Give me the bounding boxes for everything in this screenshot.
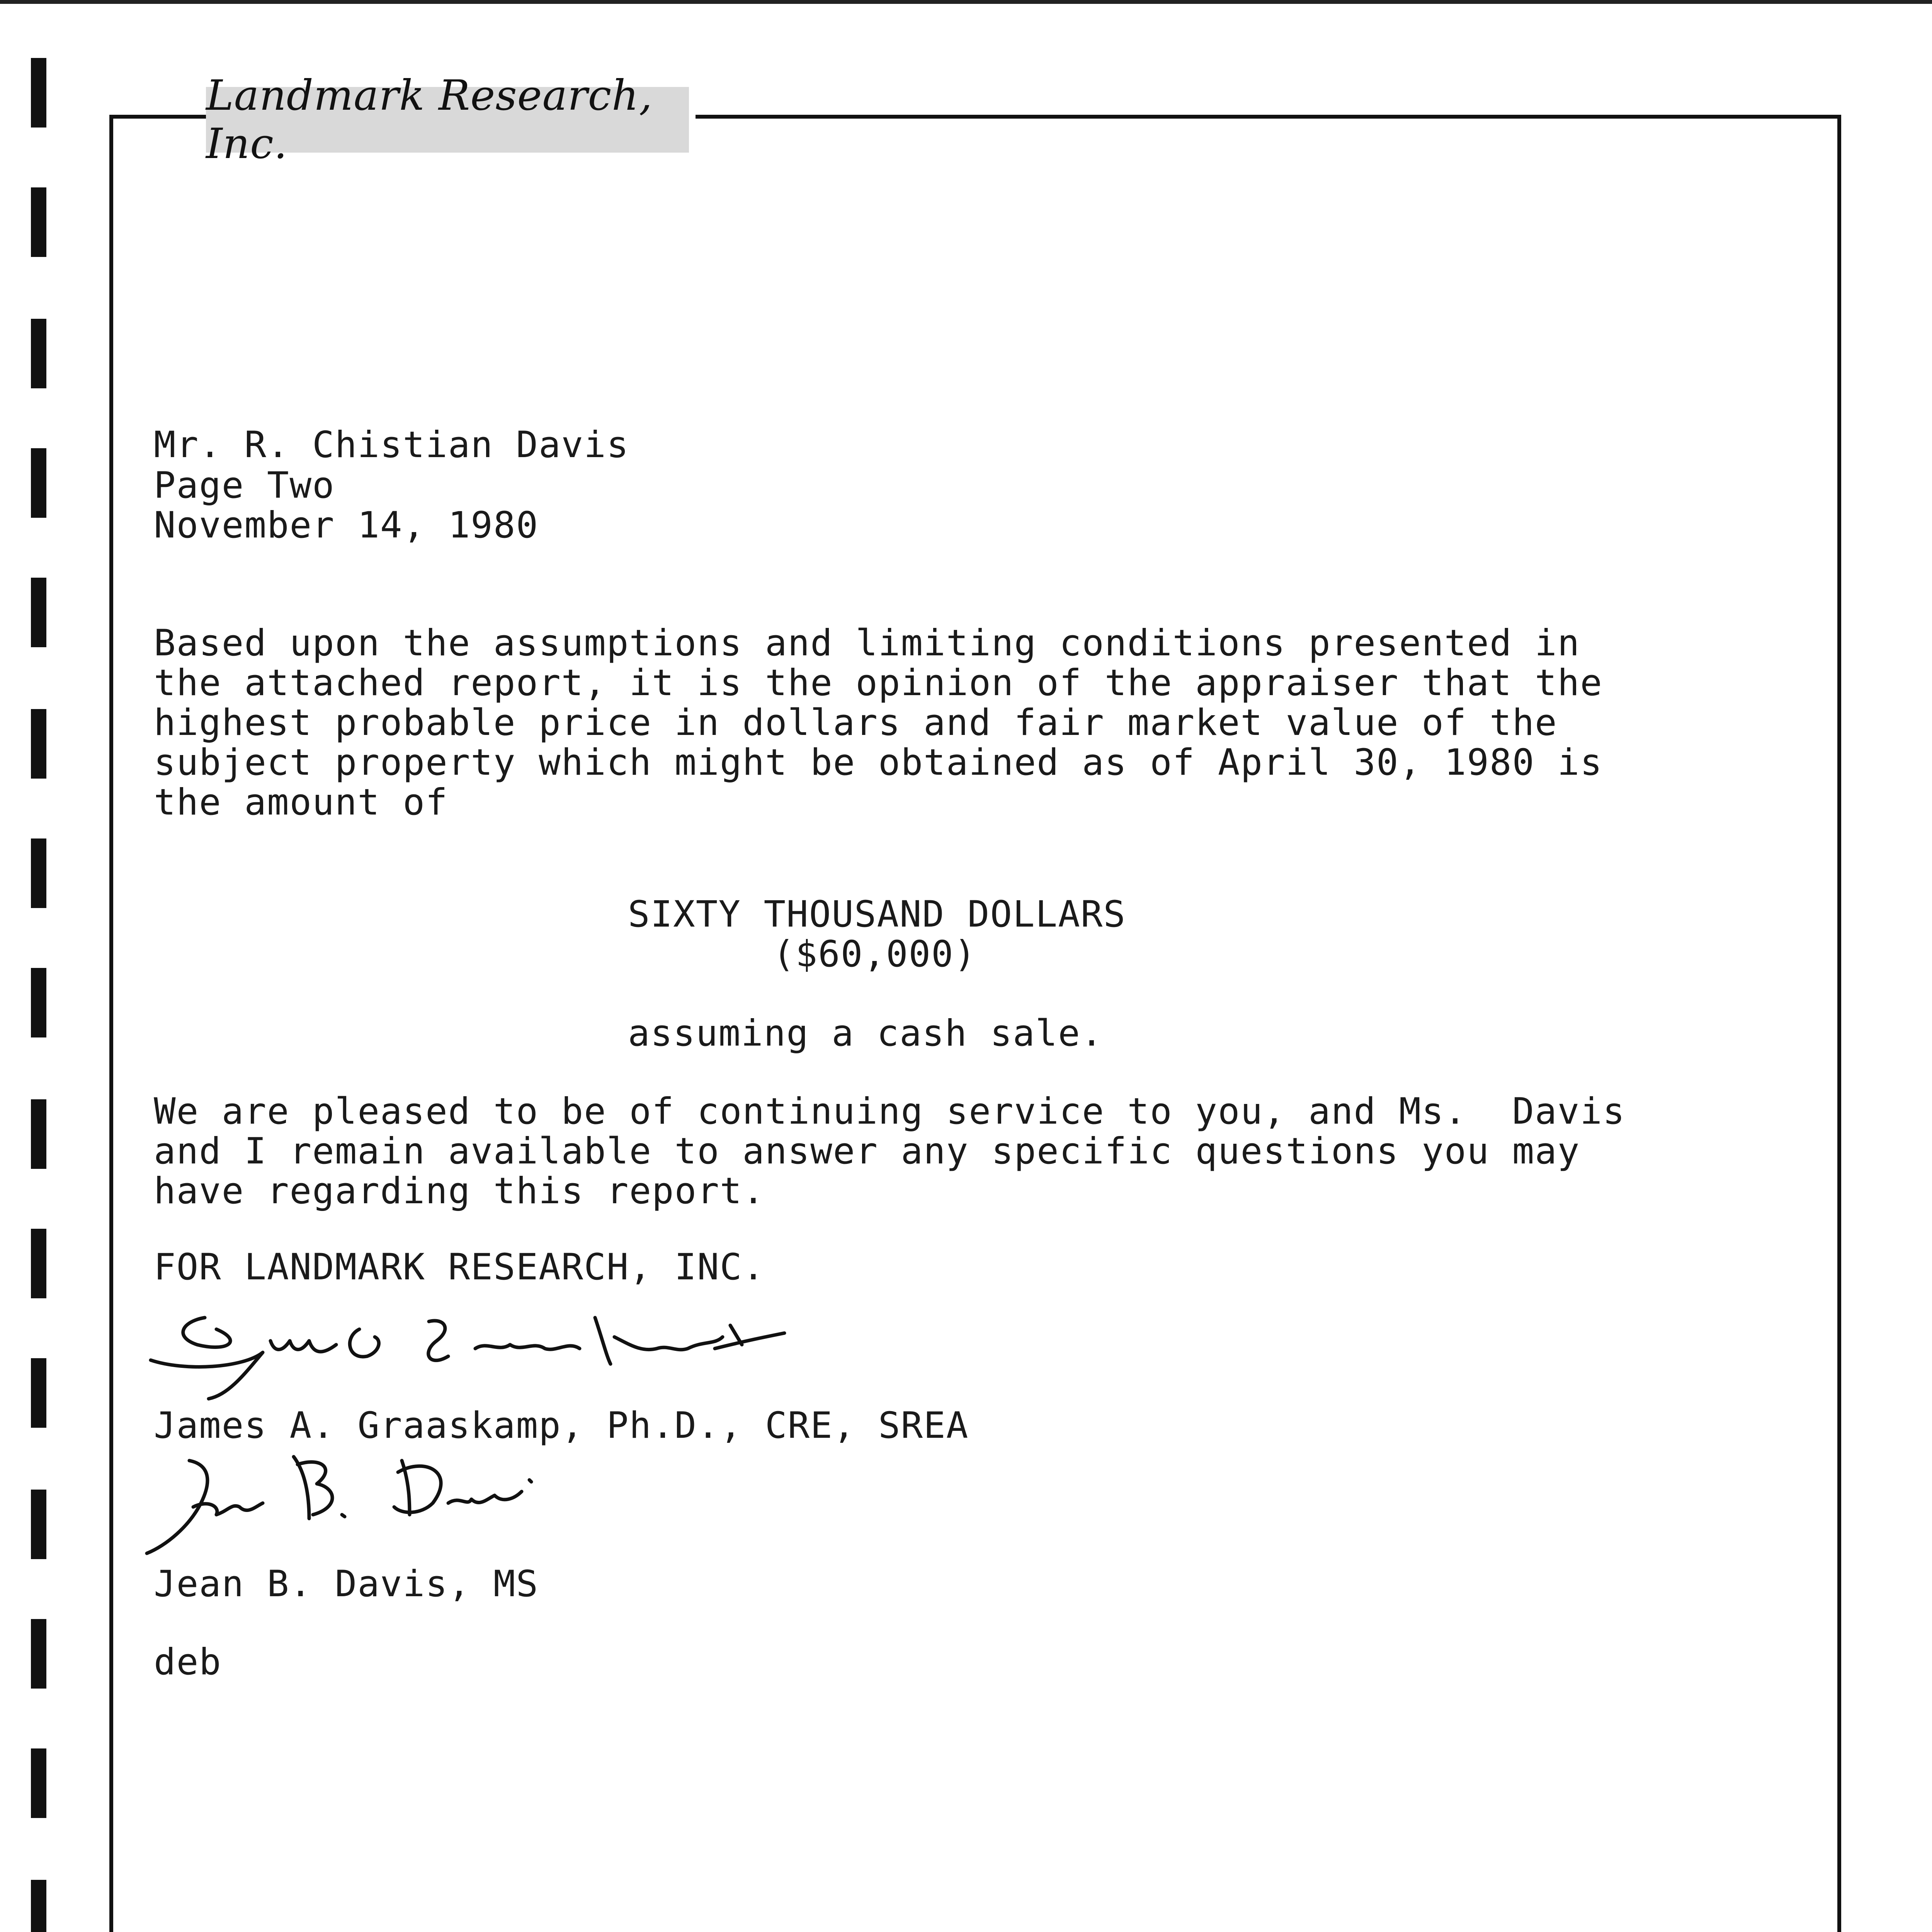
signature-graaskamp	[128, 1294, 920, 1410]
typist-initials: deb	[154, 1641, 222, 1683]
paragraph-line: have regarding this report.	[154, 1170, 765, 1212]
binding-mark	[31, 1099, 46, 1169]
paragraph-line: We are pleased to be of continuing service to you, and Ms. Davis	[154, 1090, 1626, 1133]
signer-name: James A. Graaskamp, Ph.D., CRE, SREA	[154, 1405, 969, 1447]
frame-border-top	[696, 115, 1841, 119]
binding-mark	[31, 319, 46, 388]
letter-date: November 14, 1980	[154, 504, 539, 546]
binding-mark	[31, 1490, 46, 1559]
amount-condition: assuming a cash sale.	[628, 1012, 1104, 1054]
paragraph-line: and I remain available to answer any specific questions you may	[154, 1130, 1580, 1172]
binding-mark	[31, 1358, 46, 1428]
binding-mark	[31, 578, 46, 647]
binding-mark	[31, 187, 46, 257]
binding-mark	[31, 1229, 46, 1298]
frame-border-right	[1837, 115, 1841, 1932]
recipient-line: Mr. R. Chistian Davis	[154, 424, 629, 466]
amount-in-words: SIXTY THOUSAND DOLLARS	[628, 893, 1126, 935]
binding-mark	[31, 709, 46, 779]
binding-mark	[31, 1748, 46, 1818]
paragraph-line: the amount of	[154, 781, 448, 823]
firm-closing: FOR LANDMARK RESEARCH, INC.	[154, 1246, 765, 1288]
top-edge-rule	[0, 0, 1932, 4]
binding-mark	[31, 838, 46, 908]
signer-name: Jean B. Davis, MS	[154, 1563, 539, 1605]
binding-mark	[31, 448, 46, 518]
paragraph-line: the attached report, it is the opinion of the appraiser that the	[154, 662, 1603, 704]
frame-border-top	[109, 115, 206, 119]
binding-mark	[31, 1880, 46, 1932]
amount-in-figures: ($60,000)	[773, 933, 977, 975]
frame-border-left	[109, 115, 113, 1932]
binding-mark	[31, 968, 46, 1037]
letterhead-logo	[206, 71, 689, 168]
page-label: Page Two	[154, 464, 335, 507]
binding-mark	[31, 58, 46, 128]
binding-mark	[31, 1619, 46, 1689]
paragraph-line: subject property which might be obtained as of April 30, 1980 is	[154, 742, 1603, 784]
paragraph-line: highest probable price in dollars and fair market value of the	[154, 702, 1558, 744]
logo-text: Landmark Research, Inc.	[206, 71, 653, 168]
paragraph-line: Based upon the assumptions and limiting conditions presented in	[154, 622, 1580, 664]
